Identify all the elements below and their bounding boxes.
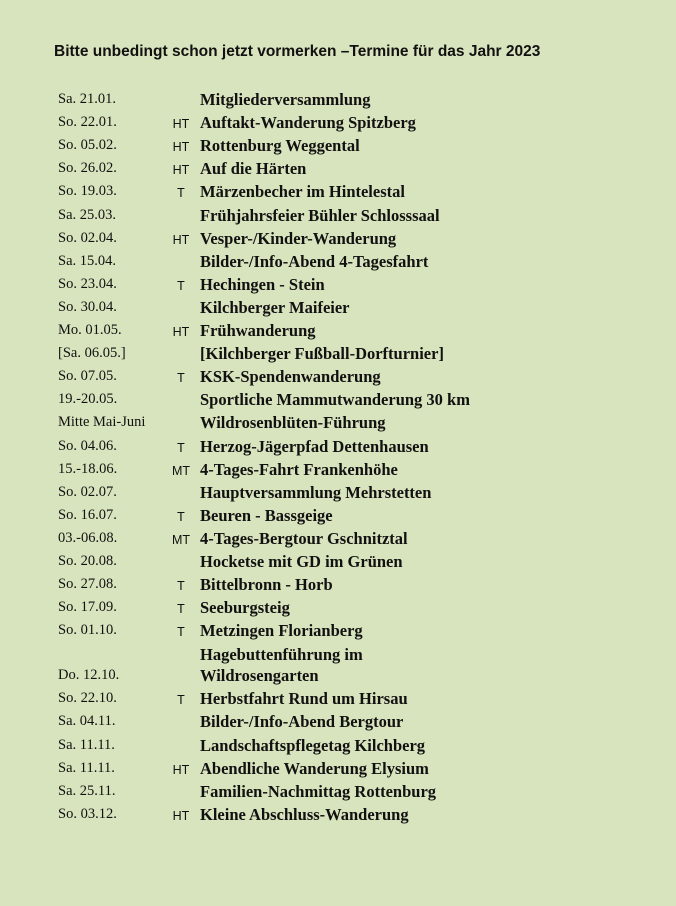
event-type-code: T — [177, 579, 185, 594]
event-date: Sa. 21.01. — [58, 91, 116, 108]
event-date: So. 22.10. — [58, 690, 117, 707]
event-name: Seeburgsteig — [200, 598, 290, 618]
event-name: Herzog-Jägerpfad Dettenhausen — [200, 436, 429, 456]
event-row — [0, 179, 676, 202]
event-date: [Sa. 06.05.] — [58, 345, 126, 362]
event-date: So. 20.08. — [58, 552, 117, 569]
event-date: Mo. 01.05. — [58, 322, 122, 339]
event-date: 19.-20.05. — [58, 391, 118, 408]
event-row — [0, 156, 676, 179]
event-row — [0, 341, 676, 364]
event-date: Do. 12.10. — [58, 667, 120, 684]
event-date: So. 22.01. — [58, 114, 117, 131]
event-type-code: HT — [172, 117, 190, 132]
event-row — [0, 387, 676, 410]
event-row — [0, 480, 676, 503]
event-name: Landschaftspflegetag Kilchberg — [200, 735, 426, 755]
event-type-code: HT — [172, 232, 190, 247]
event-row — [0, 595, 676, 618]
event-name: Auftakt-Wanderung Spitzberg — [200, 113, 416, 133]
event-row — [0, 364, 676, 387]
event-type-code: MT — [171, 463, 191, 478]
event-type-code: HT — [172, 140, 190, 155]
event-date: Sa. 11.11. — [58, 736, 115, 753]
event-date: So. 16.07. — [58, 506, 117, 523]
event-row — [0, 756, 676, 779]
event-date: So. 27.08. — [58, 576, 117, 593]
event-date: Sa. 25.03. — [58, 206, 116, 223]
event-type-code: T — [177, 278, 185, 293]
event-row — [0, 802, 676, 825]
event-name: [Kilchberger Fußball-Dorfturnier] — [200, 344, 444, 364]
event-type-code: T — [177, 693, 185, 708]
event-name: Märzenbecher im Hintelestal — [200, 182, 405, 202]
event-date: 03.-06.08. — [58, 529, 118, 546]
event-name: Familien-Nachmittag Rottenburg — [200, 781, 437, 801]
event-row — [0, 295, 676, 318]
event-date: Mitte Mai-Juni — [58, 414, 146, 431]
event-date: So. 05.02. — [58, 137, 117, 154]
event-date: So. 17.09. — [58, 599, 117, 616]
event-name: Bittelbronn - Horb — [200, 575, 333, 595]
event-name: Hocketse mit GD im Grünen — [200, 551, 403, 571]
event-name: Herbstfahrt Rund um Hirsau — [200, 689, 408, 709]
event-type-code: MT — [171, 532, 191, 547]
event-date: Sa. 04.11. — [58, 713, 116, 730]
page-title: Bitte unbedingt schon jetzt vormerken –Termine für das Jahr 2023 — [54, 43, 541, 60]
event-row — [0, 641, 676, 686]
event-name: Frühjahrsfeier Bühler Schlosssaal — [200, 205, 440, 225]
event-row — [0, 526, 676, 549]
event-row — [0, 732, 676, 755]
event-name: Abendliche Wanderung Elysium — [200, 758, 429, 778]
event-date: So. 07.05. — [58, 368, 117, 385]
event-row — [0, 318, 676, 341]
event-row — [0, 779, 676, 802]
event-row — [0, 549, 676, 572]
event-name: Rottenburg Weggental — [200, 136, 360, 156]
event-name: Wildrosenblüten-Führung — [200, 413, 386, 433]
event-date: Sa. 11.11. — [58, 759, 115, 776]
event-date: So. 23.04. — [58, 275, 117, 292]
event-row — [0, 87, 676, 110]
event-date: So. 19.03. — [58, 183, 117, 200]
event-type-code: T — [177, 371, 185, 386]
event-date: So. 26.02. — [58, 160, 117, 177]
event-name: Kleine Abschluss-Wanderung — [200, 804, 409, 824]
event-row — [0, 410, 676, 433]
event-name: Sportliche Mammutwanderung 30 km — [200, 390, 470, 410]
event-row — [0, 433, 676, 456]
event-row — [0, 226, 676, 249]
event-row — [0, 709, 676, 732]
event-name: Mitgliederversammlung — [200, 90, 371, 110]
event-name: Vesper-/Kinder-Wanderung — [200, 228, 397, 248]
event-name: Hagebuttenführung im Wildrosengarten — [200, 645, 363, 686]
event-type-code: T — [177, 602, 185, 617]
event-date: So. 30.04. — [58, 298, 117, 315]
event-date: So. 03.12. — [58, 805, 117, 822]
event-row — [0, 503, 676, 526]
event-name: Metzingen Florianberg — [200, 621, 363, 641]
event-name: Auf die Härten — [200, 159, 307, 179]
event-date: So. 02.04. — [58, 229, 117, 246]
event-name: Bilder-/Info-Abend 4-Tagesfahrt — [200, 251, 429, 271]
event-name: Bilder-/Info-Abend Bergtour — [200, 712, 404, 732]
event-row — [0, 457, 676, 480]
event-type-code: HT — [172, 163, 190, 178]
event-date: 15.-18.06. — [58, 460, 118, 477]
event-type-code: T — [177, 625, 185, 640]
event-date: So. 02.07. — [58, 483, 117, 500]
event-name: Hechingen - Stein — [200, 274, 325, 294]
event-name: Hauptversammlung Mehrstetten — [200, 482, 432, 502]
event-row — [0, 272, 676, 295]
event-date: So. 01.10. — [58, 622, 117, 639]
event-name: 4-Tages-Fahrt Frankenhöhe — [200, 459, 398, 479]
event-name: 4-Tages-Bergtour Gschnitztal — [200, 528, 408, 548]
event-name: Frühwanderung — [200, 321, 316, 341]
event-row — [0, 133, 676, 156]
event-row — [0, 572, 676, 595]
event-date: Sa. 25.11. — [58, 782, 116, 799]
event-row — [0, 686, 676, 709]
event-type-code: HT — [172, 325, 190, 340]
event-row — [0, 202, 676, 225]
event-row — [0, 249, 676, 272]
event-type-code: T — [177, 509, 185, 524]
event-date: Sa. 15.04. — [58, 252, 116, 269]
event-type-code: T — [177, 440, 185, 455]
event-name: Beuren - Bassgeige — [200, 505, 333, 525]
event-row — [0, 110, 676, 133]
event-row — [0, 618, 676, 641]
event-name: KSK-Spendenwanderung — [200, 367, 381, 387]
event-name: Kilchberger Maifeier — [200, 297, 350, 317]
event-type-code: T — [177, 186, 185, 201]
event-date: So. 04.06. — [58, 437, 117, 454]
event-list — [0, 87, 676, 825]
event-type-code: HT — [172, 808, 190, 823]
event-type-code: HT — [172, 762, 190, 777]
